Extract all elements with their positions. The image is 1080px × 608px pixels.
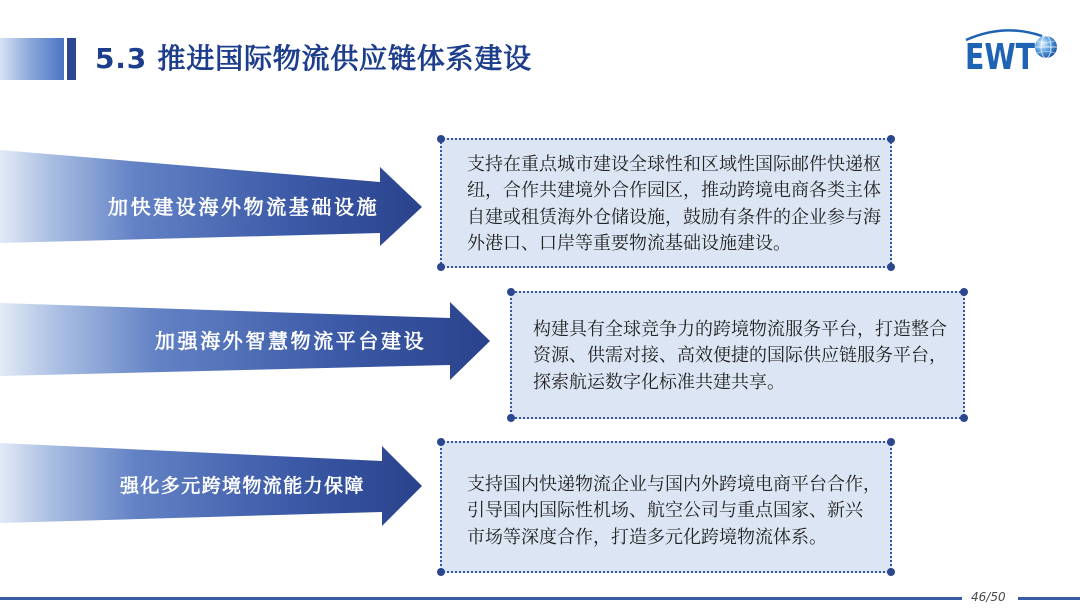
description-box-smart-platform <box>510 291 965 419</box>
corner-dot <box>887 438 895 446</box>
corner-dot <box>960 288 968 296</box>
description-line: 纽，合作共建境外合作园区，推动跨境电商各类主体 <box>467 180 881 202</box>
corner-dot <box>437 438 445 446</box>
description-box-capability <box>440 441 892 573</box>
description-line: 外港口、口岸等重要物流基础设施建设。 <box>467 233 791 255</box>
description-line: 支持国内快递物流企业与国内外跨境电商平台合作， <box>467 474 881 495</box>
arrow-label-infrastructure: 加快建设海外物流基础设施 <box>108 195 380 219</box>
corner-dot <box>887 568 895 576</box>
corner-dot <box>437 263 445 271</box>
corner-dot <box>507 288 515 296</box>
description-box-infrastructure <box>440 138 892 268</box>
page-number: 46/50 <box>971 590 1006 604</box>
corner-dot <box>887 263 895 271</box>
corner-dot <box>437 568 445 576</box>
arrow-label-capability: 强化多元跨境物流能力保障 <box>120 475 365 497</box>
description-line: 自建或租赁海外仓储设施，鼓励有条件的企业参与海 <box>467 206 881 228</box>
arrow-label-smart-platform: 加强海外智慧物流平台建设 <box>155 329 427 353</box>
description-line: 资源、供需对接、高效便捷的国际供应链服务平台， <box>533 345 947 367</box>
corner-dot <box>960 414 968 422</box>
description-line: 引导国内国际性机场、航空公司与重点国家、新兴 <box>467 500 863 522</box>
description-line: 支持在重点城市建设全球性和区域性国际邮件快递枢 <box>467 154 881 175</box>
footer-divider <box>0 597 962 600</box>
description-line: 市场等深度合作，打造多元化跨境物流体系。 <box>467 526 827 548</box>
logo-text: EWT <box>965 37 1036 76</box>
corner-dot <box>437 135 445 143</box>
corner-dot <box>887 135 895 143</box>
description-line: 构建具有全球竞争力的跨境物流服务平台，打造整合 <box>533 319 947 340</box>
corner-dot <box>507 414 515 422</box>
page-title: 5.3 推进国际物流供应链体系建设 <box>95 42 532 75</box>
footer-divider <box>1018 597 1080 600</box>
description-line: 探索航运数字化标准共建共享。 <box>533 371 785 393</box>
